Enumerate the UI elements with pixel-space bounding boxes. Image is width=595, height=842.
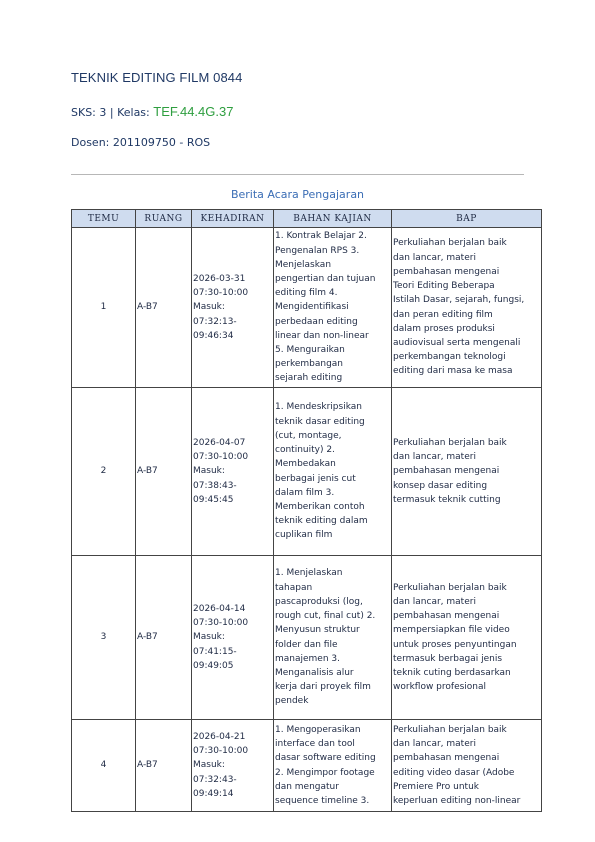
cell-bap-line: audiovisual serta mengenali [393, 337, 521, 348]
cell-bap-line: dan lancar, materi [393, 739, 476, 750]
cell-temu: 4 [72, 720, 136, 812]
column-header-bahan-kajian: BAHAN KAJIAN [274, 210, 392, 228]
cell-bap-line: Premiere Pro untuk [393, 781, 480, 792]
course-title: TEKNIK EDITING FILM 0844 [71, 70, 243, 85]
cell-kehadiran-line: 2026-04-14 [193, 603, 246, 614]
lecturer-line: Dosen: 201109750 - ROS [71, 136, 211, 149]
cell-kehadiran-line: 2026-04-07 [193, 437, 246, 448]
cell-bahan-kajian-line: interface dan tool [275, 739, 355, 750]
cell-bahan-kajian-line: tahapan [275, 582, 313, 593]
cell-bahan-kajian-line: teknik dasar editing [275, 416, 365, 427]
cell-bahan-kajian-line: Menjelaskan [275, 259, 332, 270]
cell-bahan-kajian-line: Pengenalan RPS 3. [275, 245, 360, 256]
cell-bahan-kajian-line: rough cut, final cut) 2. [275, 611, 376, 622]
cell-kehadiran-line: Masuk: [193, 466, 225, 477]
cell-kehadiran [192, 556, 274, 720]
cell-bahan-kajian-line: 1. Mengoperasikan [275, 724, 361, 735]
cell-bap-line: termasuk teknik cutting [393, 494, 501, 505]
cell-kehadiran-line: 07:30-10:00 [193, 452, 249, 463]
cell-bahan-kajian-line: sejarah editing [275, 373, 343, 384]
cell-bahan-kajian-line: Menyusun struktur [275, 625, 360, 636]
cell-ruang: A-B7 [136, 556, 192, 720]
cell-ruang: A-B7 [136, 720, 192, 812]
cell-kehadiran-line: 09:45:45 [193, 494, 234, 505]
table-body [72, 228, 542, 812]
cell-bahan-kajian-line: 1. Mendeskripsikan [275, 402, 362, 413]
cell-bap-line: pembahasan mengenai [393, 466, 500, 477]
teaching-record-table [71, 209, 542, 812]
cell-bahan-kajian-line: editing film 4. [275, 288, 338, 299]
cell-bahan-kajian-line: kerja dari proyek film [275, 682, 371, 693]
cell-bahan-kajian-line: Memberikan contoh [275, 501, 365, 512]
cell-bap-line: pembahasan mengenai [393, 266, 500, 277]
cell-bap-line: pembahasan mengenai [393, 753, 500, 764]
cell-kehadiran-line: 09:46:34 [193, 330, 234, 341]
cell-bahan-kajian-line: dan mengatur [275, 781, 339, 792]
cell-bap-line: dalam proses produksi [393, 323, 495, 334]
cell-bahan-kajian-line: teknik editing dalam [275, 516, 368, 527]
cell-bap [392, 228, 542, 388]
cell-bap-line: editing dari masa ke masa [393, 366, 513, 377]
cell-temu: 2 [72, 388, 136, 556]
cell-bap-line: workflow profesional [393, 682, 487, 693]
cell-bahan-kajian-line: pascaproduksi (log, [275, 596, 363, 607]
cell-bahan-kajian-line: sequence timeline 3. [275, 795, 370, 806]
cell-kehadiran-line: 07:30-10:00 [193, 746, 249, 757]
cell-bahan-kajian-line: 1. Kontrak Belajar 2. [275, 231, 367, 242]
cell-bap-line: Istilah Dasar, sejarah, fungsi, [393, 295, 525, 306]
cell-bap-line: Perkuliahan berjalan baik [393, 582, 507, 593]
cell-bahan-kajian-line: linear dan non-linear [275, 330, 369, 341]
cell-kehadiran [192, 720, 274, 812]
cell-kehadiran-line: 07:41:15- [193, 646, 237, 657]
column-header-ruang: RUANG [136, 210, 192, 228]
cell-bap-line: editing video dasar (Adobe [393, 767, 515, 778]
cell-kehadiran [192, 228, 274, 388]
cell-bap-line: dan lancar, materi [393, 596, 476, 607]
cell-temu: 1 [72, 228, 136, 388]
cell-bahan-kajian-line: Mengidentifikasi [275, 302, 349, 313]
table-caption: Berita Acara Pengajaran [230, 188, 365, 201]
cell-bap-line: teknik cuting berdasarkan [393, 667, 511, 678]
cell-bahan-kajian-line: 1. Menjelaskan [275, 568, 343, 579]
cell-bap-line: keperluan editing non-linear [393, 795, 521, 806]
cell-bahan-kajian-line: perkembangan [275, 359, 344, 370]
cell-bahan-kajian-line: dalam film 3. [275, 487, 335, 498]
cell-bap-line: Perkuliahan berjalan baik [393, 238, 507, 249]
cell-bahan-kajian-line: 5. Menguraikan [275, 345, 345, 355]
cell-bahan-kajian-line: folder dan file [275, 639, 338, 650]
sks-label: SKS: 3 | Kelas: [71, 106, 154, 119]
cell-bap-line: Teori Editing Beberapa [393, 281, 495, 292]
cell-bahan-kajian [274, 228, 392, 388]
cell-bap-line: mempersiapkan file video [393, 625, 510, 636]
course-meta [71, 104, 233, 119]
cell-bahan-kajian-line: Membedakan [275, 459, 336, 470]
cell-kehadiran-line: 07:38:43- [193, 480, 237, 491]
cell-temu: 3 [72, 556, 136, 720]
cell-bahan-kajian-line: continuity) 2. [275, 445, 335, 456]
cell-bahan-kajian-line: (cut, montage, [275, 430, 342, 441]
column-header-temu: TEMU [72, 210, 136, 228]
table-row [72, 228, 542, 388]
cell-bap [392, 388, 542, 556]
cell-ruang: A-B7 [136, 388, 192, 556]
cell-bap [392, 720, 542, 812]
table-row [72, 388, 542, 556]
cell-kehadiran [192, 388, 274, 556]
cell-bahan-kajian-line: Menganalisis alur [275, 667, 354, 678]
cell-kehadiran-line: 2026-04-21 [193, 731, 246, 742]
table-header-row [72, 210, 542, 228]
cell-kehadiran-line: Masuk: [193, 632, 225, 643]
cell-kehadiran-line: 2026-03-31 [193, 273, 246, 284]
cell-bap-line: Perkuliahan berjalan baik [393, 437, 507, 448]
column-header-kehadiran: KEHADIRAN [192, 210, 274, 228]
cell-bap-line: Perkuliahan berjalan baik [393, 724, 507, 735]
cell-ruang: A-B7 [136, 228, 192, 388]
cell-bap-line: dan peran editing film [393, 309, 493, 320]
cell-bap-line: dan lancar, materi [393, 452, 476, 463]
cell-bahan-kajian [274, 388, 392, 556]
cell-bahan-kajian-line: pengertian dan tujuan [275, 273, 376, 284]
cell-bahan-kajian-line: pendek [275, 696, 309, 707]
table-row [72, 556, 542, 720]
table-row [72, 720, 542, 812]
cell-kehadiran-line: Masuk: [193, 302, 225, 313]
divider [71, 174, 524, 175]
cell-kehadiran-line: 07:32:13- [193, 316, 237, 327]
cell-kehadiran-line: 07:30-10:00 [193, 288, 249, 299]
cell-bap-line: untuk proses penyuntingan [393, 639, 517, 650]
cell-kehadiran-line: 07:32:43- [193, 774, 237, 785]
cell-kehadiran-line: 09:49:05 [193, 660, 234, 671]
cell-kehadiran-line: 09:49:14 [193, 788, 234, 799]
cell-bap-line: dan lancar, materi [393, 252, 476, 263]
cell-bap [392, 556, 542, 720]
cell-bap-line: termasuk berbagai jenis [393, 653, 503, 664]
cell-bahan-kajian-line: manajemen 3. [275, 653, 340, 664]
cell-bahan-kajian [274, 720, 392, 812]
cell-bahan-kajian-line: dasar software editing [275, 753, 376, 764]
cell-bap-line: konsep dasar editing [393, 480, 488, 491]
cell-kehadiran-line: 07:30-10:00 [193, 618, 249, 629]
cell-bahan-kajian-line: berbagai jenis cut [275, 473, 356, 484]
cell-bahan-kajian-line: cuplikan film [275, 530, 333, 541]
cell-bap-line: pembahasan mengenai [393, 611, 500, 622]
cell-bahan-kajian-line: perbedaan editing [275, 316, 358, 327]
cell-bap-line: perkembangan teknologi [393, 352, 506, 363]
column-header-bap: BAP [392, 210, 542, 228]
cell-bahan-kajian-line: 2. Mengimpor footage [275, 767, 375, 778]
cell-bahan-kajian [274, 556, 392, 720]
class-code: TEF.44.4G.37 [153, 104, 234, 119]
cell-kehadiran-line: Masuk: [193, 760, 225, 771]
